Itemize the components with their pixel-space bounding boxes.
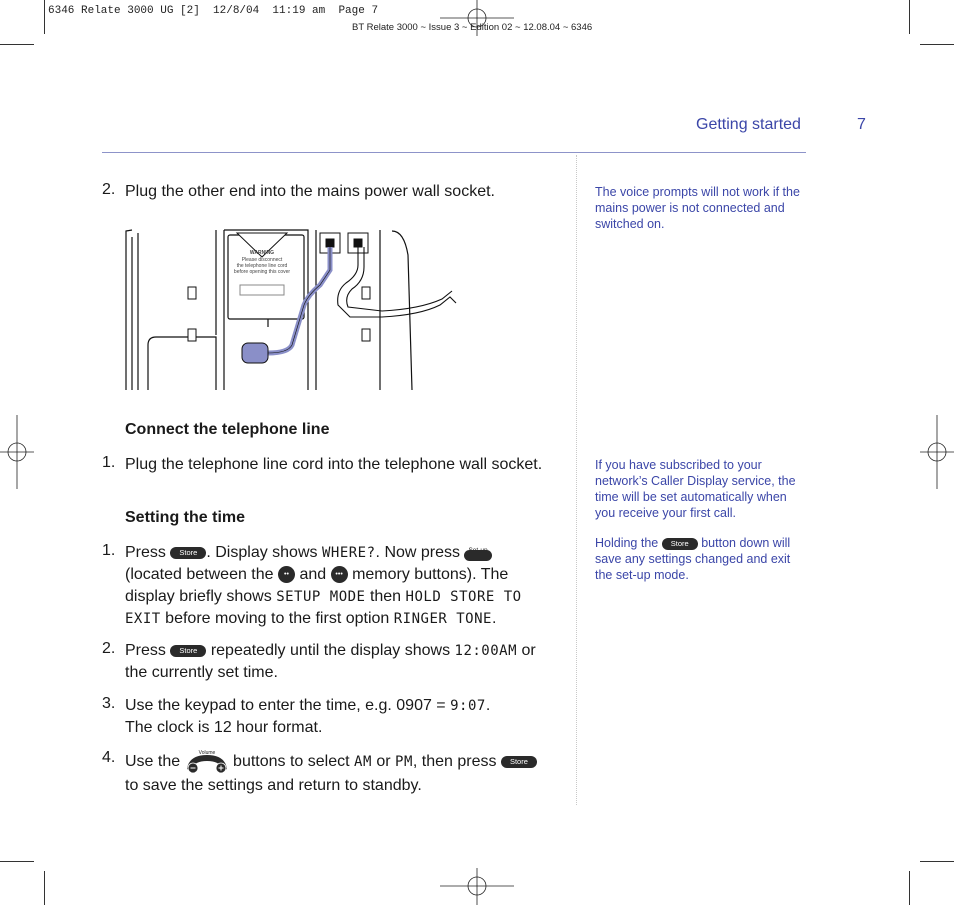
lcd-text-pm: PM: [395, 754, 413, 771]
text-fragment: , then press: [412, 753, 497, 771]
step-power-number: 2.: [102, 181, 116, 198]
store-button-icon: Store: [662, 538, 698, 550]
time-step-2: [125, 640, 565, 684]
connect-heading: Connect the telephone line: [125, 421, 330, 438]
lcd-text-am: AM: [354, 754, 372, 771]
time-heading: Setting the time: [125, 509, 246, 526]
lcd-text-time: 12:00AM: [454, 643, 518, 659]
volume-button-label: Volume: [198, 750, 215, 756]
time-step-1: [125, 542, 565, 630]
lcd-text-hold-store: HOLD STORE TO: [405, 589, 522, 605]
text-fragment: The clock is 12 hour format.: [125, 719, 323, 736]
text-fragment: Use the keypad to enter the time, e.g. 0907 =: [125, 697, 446, 714]
lcd-text-ringer-tone: RINGER TONE: [393, 611, 492, 627]
time-step-1-line-2: [125, 564, 565, 586]
store-button-icon: Store: [170, 645, 206, 657]
lcd-text-where: WHERE?: [321, 545, 376, 561]
text-fragment: memory buttons). The: [352, 566, 509, 583]
time-step-1-number: 1.: [102, 542, 116, 559]
time-step-4-number: 4.: [102, 749, 116, 766]
base-unit-illustration: [120, 225, 465, 393]
text-fragment: repeatedly until the display shows: [210, 642, 451, 659]
text-fragment: Press: [125, 544, 166, 561]
text-fragment: or: [521, 642, 536, 659]
connect-step-text: Plug the telephone line cord into the telephone wall socket.: [125, 456, 543, 473]
lcd-text-setup-mode: SETUP MODE: [276, 589, 366, 605]
text-fragment: or: [376, 753, 391, 771]
text-fragment: and: [299, 566, 327, 583]
sidebar-note-caller-display: If you have subscribed to your network’s Caller Display service, the time will be set automatically when you receive your first call.: [595, 458, 796, 520]
text-fragment: . Display shows: [206, 544, 318, 561]
issue-line: BT Relate 3000 ~ Issue 3 ~ Edition 02 ~ 12.08.04 ~ 6346: [352, 22, 593, 33]
text-fragment: display briefly shows: [125, 588, 272, 605]
text-fragment: Use the: [125, 753, 181, 771]
time-step-1-line-1: [125, 542, 565, 564]
text-fragment: button down will save any settings changed and exit the set-up mode.: [595, 536, 791, 582]
text-fragment: before moving to the first option: [165, 610, 390, 627]
memory-button-2-icon: ••: [278, 566, 295, 583]
store-button-icon: Store: [170, 547, 206, 559]
text-fragment: then: [369, 588, 402, 605]
text-fragment: Holding the: [595, 536, 659, 550]
time-step-1-line-3: [125, 586, 565, 608]
time-step-1-line-4: [125, 608, 565, 630]
print-slug: 6346 Relate 3000 UG [2] 12/8/04 11:19 am Page 7: [48, 5, 379, 17]
text-fragment: buttons to select: [233, 753, 350, 771]
column-divider: [576, 155, 577, 805]
text-fragment: Press: [125, 642, 166, 659]
page-number: 7: [857, 116, 866, 133]
warning-line-2: the telephone line cord: [236, 263, 288, 269]
memory-button-3-icon: •••: [331, 566, 348, 583]
warning-line-3: before opening this cover: [233, 269, 291, 275]
warning-line-1: Please disconnect: [241, 257, 283, 263]
section-title: Getting started: [696, 116, 801, 133]
time-step-3: [125, 695, 565, 739]
lcd-text-exit: EXIT: [125, 611, 161, 627]
text-fragment: .: [491, 610, 497, 627]
sidebar-note-voice-prompts: The voice prompts will not work if the mains power is not connected and switched on.: [595, 185, 800, 231]
header-rule: [102, 152, 806, 153]
setup-button-icon: [464, 544, 494, 562]
volume-button-icon: [185, 749, 229, 775]
time-step-4: [125, 749, 565, 797]
time-step-3-number: 3.: [102, 695, 116, 712]
warning-title: WARNING: [249, 250, 275, 256]
time-step-2-number: 2.: [102, 640, 116, 657]
text-fragment: to save the settings and return to standby.: [125, 777, 422, 794]
text-fragment: . Now press: [375, 544, 461, 561]
step-power-text: Plug the other end into the mains power wall socket.: [125, 183, 495, 200]
text-fragment: (located between the: [125, 566, 274, 583]
store-button-icon: Store: [501, 756, 537, 768]
lcd-text-example-time: 9:07: [450, 698, 486, 714]
text-fragment: .: [485, 697, 491, 714]
connect-step-number: 1.: [102, 454, 116, 471]
text-fragment: the currently set time.: [125, 664, 278, 681]
sidebar-note-holding-store: [595, 535, 805, 583]
